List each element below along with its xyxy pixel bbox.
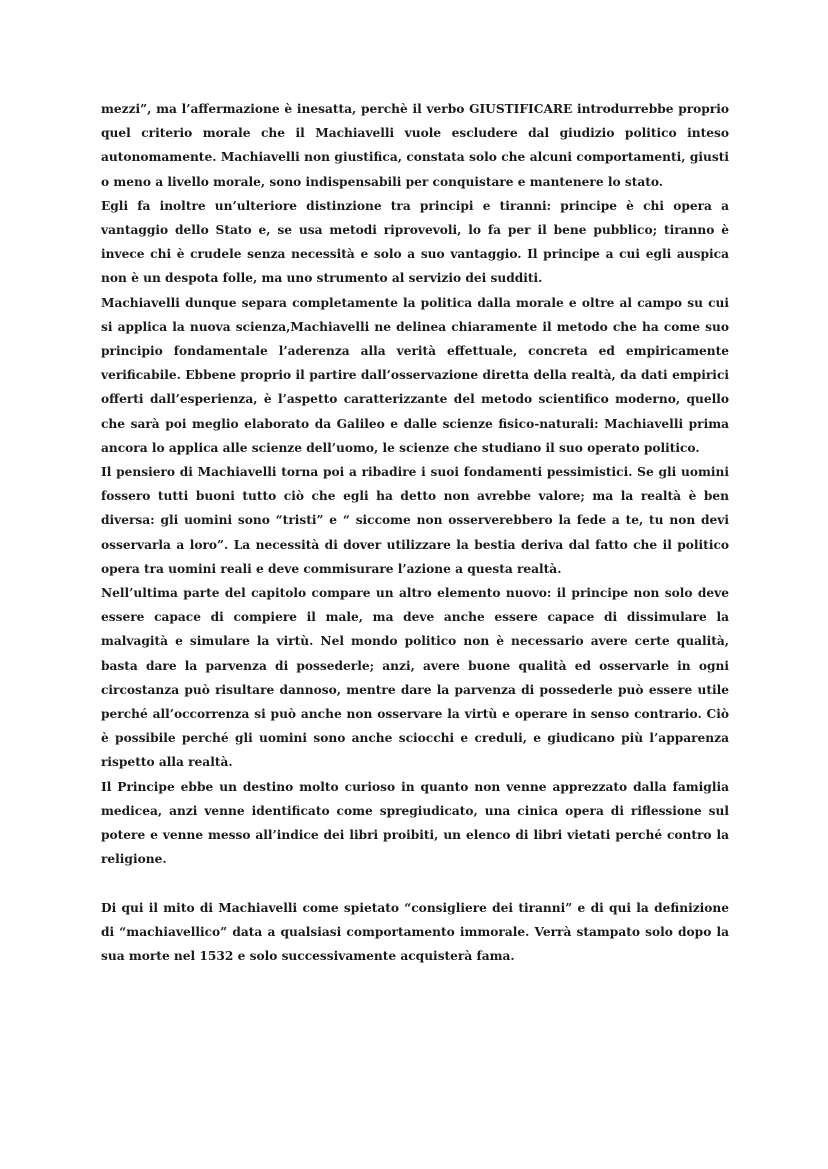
- paragraph-1: mezzi”, ma l’affermazione è inesatta, perchè il verbo GIUSTIFICARE introdurrebbe proprio quel criterio morale che il Machiavelli vuole escludere dal giudizio politico inteso autonomamente. Machiavelli non giustifica, constata solo che alcuni comportamenti, giusti o meno a livello morale, sono indispensabili per conquistare e mantenere lo stato.: [101, 102, 729, 189]
- paragraph-7: Di qui il mito di Machiavelli come spietato “consigliere dei tiranni” e di qui la definizione di “machiavellico” data a qualsiasi comportamento immorale. Verrà stampato solo dopo la sua morte nel 1532 e solo successivamente acquisterà fama.: [101, 900, 729, 964]
- paragraph-spacer: [101, 872, 729, 896]
- paragraph-6: Il Principe ebbe un destino molto curioso in quanto non venne apprezzato dalla famiglia medicea, anzi venne identificato come spregiudicato, una cinica opera di riflessione sul potere e venne messo all’indice dei libri proibiti, un elenco di libri vietati perché contro la religione.: [101, 779, 729, 867]
- paragraph-2: Egli fa inoltre un’ulteriore distinzione tra principi e tiranni: principe è chi opera a vantaggio dello Stato e, se usa metodi riprovevoli, lo fa per il bene pubblico; tiranno è invece chi è crudele senza necessità e solo a suo vantaggio. Il principe a cui egli auspica non è un despota folle, ma uno strumento al servizio dei sudditi.: [101, 198, 729, 286]
- paragraph-5: Nell’ultima parte del capitolo compare un altro elemento nuovo: il principe non solo deve essere capace di compiere il male, ma deve anche essere capace di dissimulare la malvagità e simulare la virtù. Nel mondo politico non è necessario avere certe qualità, basta dare la parvenza di possederle; anzi, avere buone qualità ed osservarle in ogni circostanza può risultare dannoso, mentre dare la parvenza di possederle può essere utile perché all’occorrenza si può anche non osservare la virtù e operare in senso contrario. Ciò è possibile perché gli uomini sono anche sciocchi e creduli, e giudicano più l’apparenza rispetto alla realtà.: [101, 586, 729, 770]
- paragraph-4: Il pensiero di Machiavelli torna poi a ribadire i suoi fondamenti pessimistici. Se gli uomini fossero tutti buoni tutto ciò che egli ha detto non avrebbe valore; ma la realtà è ben diversa: gli uomini sono “tristi” e “ siccome non osserverebbero la fede a te, tu non devi osservarla a loro”. La necessità di dover utilizzare la bestia deriva dal fatto che il politico opera tra uomini reali e deve commisurare l’azione a questa realtà.: [101, 465, 729, 576]
- paragraph-3: Machiavelli dunque separa completamente la politica dalla morale e oltre al campo su cui si applica la nuova scienza,Machiavelli ne delinea chiaramente il metodo che ha come suo principio fondamentale l’aderenza alla verità effettuale, concreta ed empiricamente verificabile. Ebbene proprio il partire dall’osservazione diretta della realtà, da dati empirici offerti dall’esperienza, è l’aspetto caratterizzante del metodo scientifico moderno, quello che sarà poi meglio elaborato da Galileo e dalle scienze fisico-naturali: Machiavelli prima ancora lo applica alle scienze dell’uomo, le scienze che studiano il suo operato politico.: [101, 295, 729, 455]
- document-page: [101, 97, 729, 968]
